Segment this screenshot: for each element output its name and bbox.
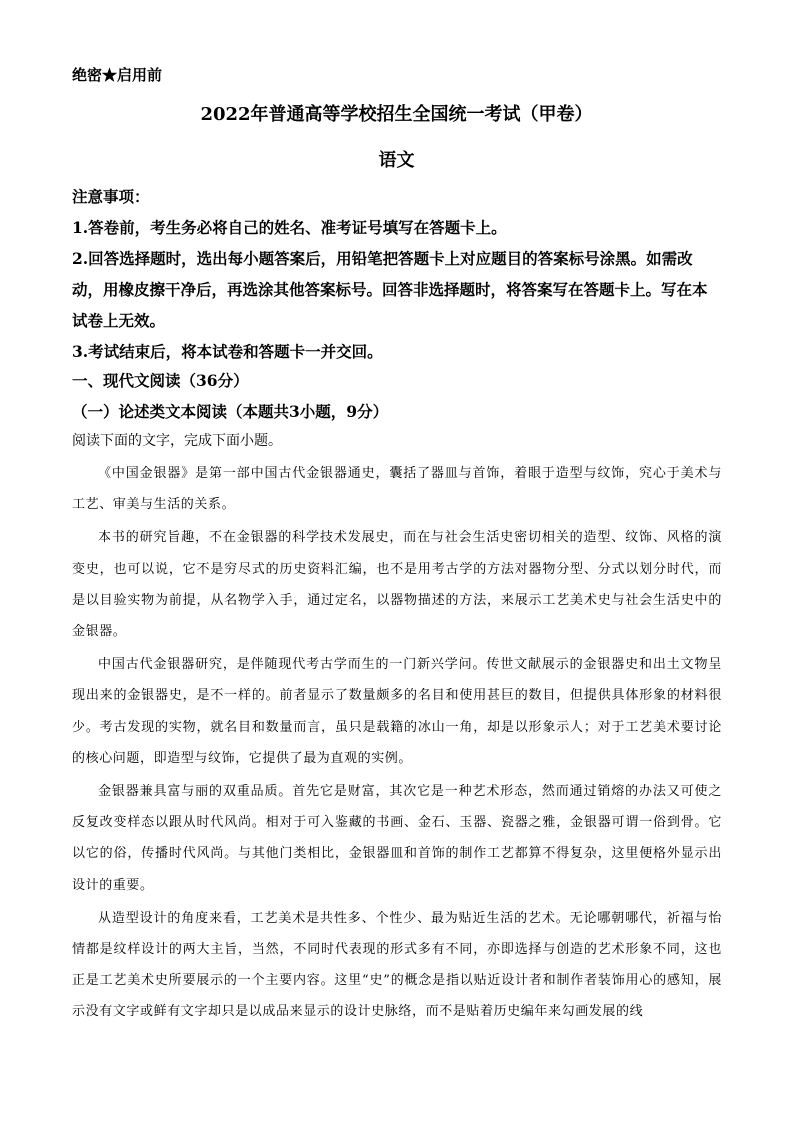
- passage-paragraph: 从造型设计的角度来看，工艺美术是共性多、个性少、最为贴近生活的艺术。无论哪朝哪代，祈福与怡情都是纹样设计的两大主旨，当然，不同时代表现的形式多有不同，亦即选择与创造的艺术形象不同，这也正是工艺美术史所要展示的一个主要内容。这里“史”的概念是指以贴近设计者和制作者装饰用心的感知，展示没有文字或鲜有文字却只是以成品来显示的设计史脉络，而不是贴着历史编年来勾画发展的线: [72, 910, 722, 1020]
- passage-paragraph: 《中国金银器》是第一部中国古代金银器通史，囊括了器皿与首饰，着眼于造型与纹饰，究心于美术与工艺、审美与生活的关系。: [72, 466, 722, 513]
- notice-heading: 注意事项：: [72, 187, 150, 206]
- reading-instruction: 阅读下面的文字，完成下面小题。: [72, 433, 282, 449]
- notice-item: 1.答卷前，考生务必将自己的姓名、准考证号填写在答题卡上。: [72, 218, 507, 237]
- confidential-label: 绝密★启用前: [72, 66, 163, 84]
- notice-item: 3.考试结束后，将本试卷和答题卡一并交回。: [72, 342, 383, 361]
- reading-passage: [72, 458, 722, 1030]
- passage-paragraph: 本书的研究旨趣，不在金银器的科学技术发展史，而在与社会生活史密切相关的造型、纹饰、风格的演变史，也可以说，它不是穷尽式的历史资料汇编，也不是用考古学的方法对器物分型、分式以划分时代，而是以目验实物为前提，从名物学入手，通过定名，以器物描述的方法，来展示工艺美术史与社会生活史中的金银器。: [72, 530, 722, 640]
- section-title: 一、现代文阅读（36分）: [72, 371, 249, 390]
- subject-title: 语文: [378, 150, 415, 171]
- passage-paragraph: 金银器兼具富与丽的双重品质。首先它是财富，其次它是一种艺术形态，然而通过销熔的办法又可使之反复改变样态以跟从时代风尚。相对于可入鉴藏的书画、金石、玉器、瓷器之雅，金银器可谓一俗到骨。它以它的俗，传播时代风尚。与其他门类相比，金银器皿和首饰的制作工艺都算不得复杂，这里便格外显示出设计的重要。: [72, 784, 722, 893]
- passage-paragraph: 中国古代金银器研究，是伴随现代考古学而生的一门新兴学问。传世文献展示的金银器史和出土文物呈现出来的金银器史，是不一样的。前者显示了数量颇多的名目和使用甚巨的数目，但提供具体形象的材料很少。考古发现的实物，就名目和数量而言，虽只是载籍的冰山一角，却是以形象示人；对于工艺美术要讨论的核心问题，即造型与纹饰，它提供了最为直观的实例。: [72, 657, 722, 766]
- subsection-title: （一）论述类文本阅读（本题共3小题，9分）: [72, 402, 389, 421]
- notice-item: 2.回答选择题时，选出每小题答案后，用铅笔把答题卡上对应题目的答案标号涂黑。如需改动，用橡皮擦干净后，再选涂其他答案标号。回答非选择题时，将答案写在答题卡上。写在本试卷上无效。: [72, 249, 708, 330]
- notice-block: [72, 181, 722, 367]
- exam-title: 2022年普通高等学校招生全国统一考试（甲卷）: [200, 104, 593, 125]
